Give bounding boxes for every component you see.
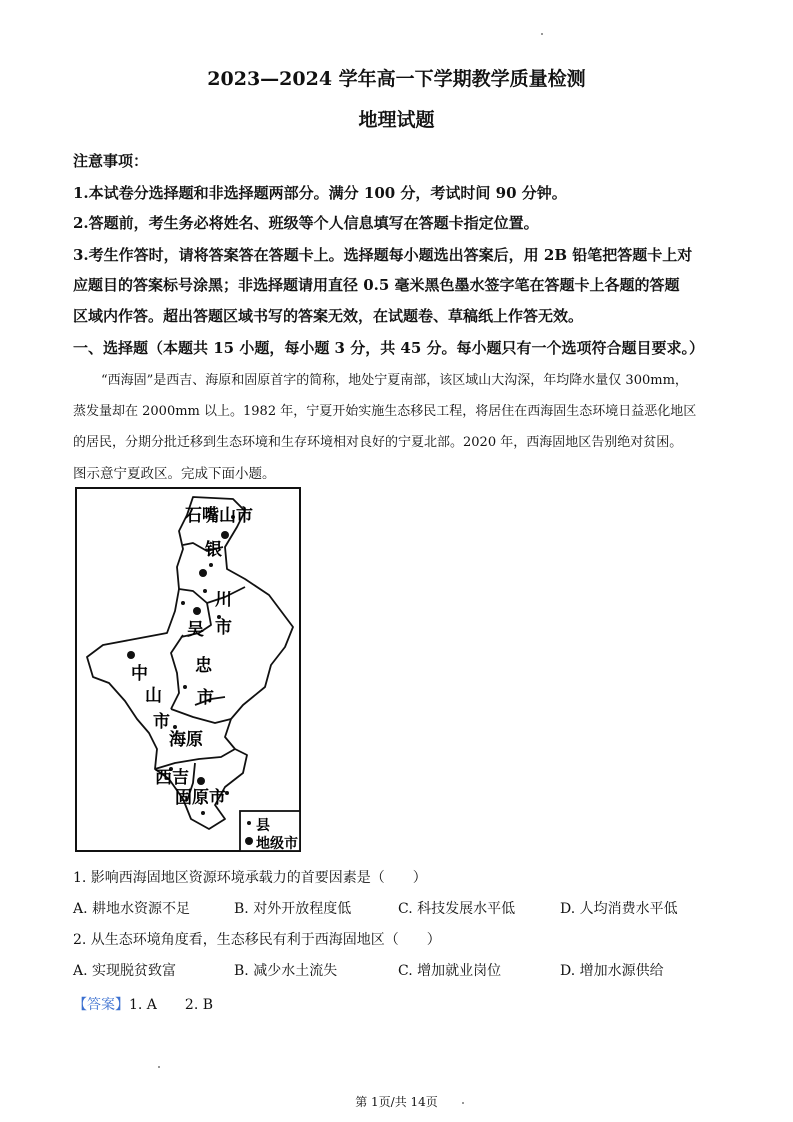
map-label-xiji: 西吉	[155, 768, 189, 788]
note-item: 区域内作答。超出答题区域书写的答案无效，在试题卷、草稿纸上作答无效。	[73, 307, 584, 325]
map-label-chuan: 川	[215, 590, 232, 610]
map-label-zhong: 忠	[195, 656, 212, 676]
note-item: 2.答题前，考生务必将姓名、班级等个人信息填写在答题卡指定位置。	[73, 214, 539, 232]
county-dot	[203, 589, 207, 593]
option-b: B. 对外开放程度低	[234, 901, 352, 917]
ningxia-map	[75, 487, 302, 853]
map-label-haiyuan: 海原	[169, 730, 203, 750]
notes-heading: 注意事项：	[73, 152, 149, 170]
passage-line: 蒸发量却在 2000mm 以上。1982 年，宁夏开始实施生态移民工程，将居住在西海固生态环境日益恶化地区	[73, 404, 697, 419]
map-label-shizuishan: 石嘴山市	[185, 506, 253, 526]
city-dot-zhongwei	[127, 651, 135, 659]
answer-tag: 【答案】	[73, 997, 129, 1013]
county-dot	[173, 725, 177, 729]
option-d: D. 人均消费水平低	[560, 901, 678, 917]
scan-speck	[462, 1102, 464, 1104]
county-dot	[181, 601, 185, 605]
map-label-yin: 银	[205, 540, 222, 560]
answer-text: 1. A 2. B	[129, 997, 214, 1013]
option-a: A. 耕地水资源不足	[73, 901, 191, 917]
option-c: C. 科技发展水平低	[398, 901, 516, 917]
page-number: 第 1页/共 14页	[355, 1095, 438, 1109]
city-dot-shizuishan	[221, 531, 229, 539]
legend-county-icon	[247, 821, 251, 825]
question-stem: 2. 从生态环境角度看，生态移民有利于西海固地区（ ）	[73, 932, 441, 948]
map-label-shi: 市	[197, 688, 214, 708]
option-b: B. 减少水土流失	[234, 963, 338, 979]
option-c: C. 增加就业岗位	[398, 963, 502, 979]
note-item: 1.本试卷分选择题和非选择题两部分。满分 100 分，考试时间 90 分钟。	[73, 184, 567, 202]
map-label-guyuan: 固原市	[175, 788, 226, 808]
map-label-shan: 山	[145, 686, 162, 706]
city-dot-yinchuan	[199, 569, 207, 577]
option-d: D. 增加水源供给	[560, 963, 664, 979]
scan-speck	[541, 33, 543, 35]
note-item: 应题目的答案标号涂黑；非选择题请用直径 0.5 毫米黑色墨水签字笔在答题卡上各题的答题	[73, 276, 680, 294]
county-dot	[201, 811, 205, 815]
exam-title: 2023—2024 学年高一下学期教学质量检测	[207, 68, 586, 90]
question-stem: 1. 影响西海固地区资源环境承载力的首要因素是（ ）	[73, 870, 427, 886]
answer-line	[73, 994, 213, 1014]
city-dot-wuzhong	[193, 607, 201, 615]
passage-line: 图示意宁夏政区。完成下面小题。	[73, 466, 276, 482]
passage-line: 的居民，分期分批迁移到生态环境和生存环境相对良好的宁夏北部。2020 年，西海固地区告别绝对贫困。	[73, 435, 683, 450]
county-dot	[209, 563, 213, 567]
option-a: A. 实现脱贫致富	[73, 963, 177, 979]
scan-speck	[158, 1066, 160, 1068]
legend-city-label: 地级市	[256, 836, 298, 852]
passage-line: “西海固”是西吉、海原和固原首字的简称，地处宁夏南部，该区域山大沟深，年均降水量仅 300mm，	[101, 373, 688, 388]
section-heading: 一、选择题（本题共 15 小题，每小题 3 分，共 45 分。每小题只有一个选项符合题目要求。）	[73, 339, 705, 357]
map-label-shi: 市	[215, 618, 232, 638]
county-dot	[183, 685, 187, 689]
city-dot-guyuan	[197, 777, 205, 785]
map-label-zhong: 中	[131, 664, 148, 684]
subject-title: 地理试题	[358, 109, 435, 131]
map-label-wu: 吴	[187, 620, 204, 640]
note-item: 3.考生作答时，请将答案答在答题卡上。选择题每小题选出答案后，用 2B 铅笔把答题卡上对	[73, 246, 693, 264]
map-label-shi: 市	[153, 712, 170, 732]
legend-county-label: 县	[256, 818, 270, 834]
legend-city-icon	[245, 837, 253, 845]
